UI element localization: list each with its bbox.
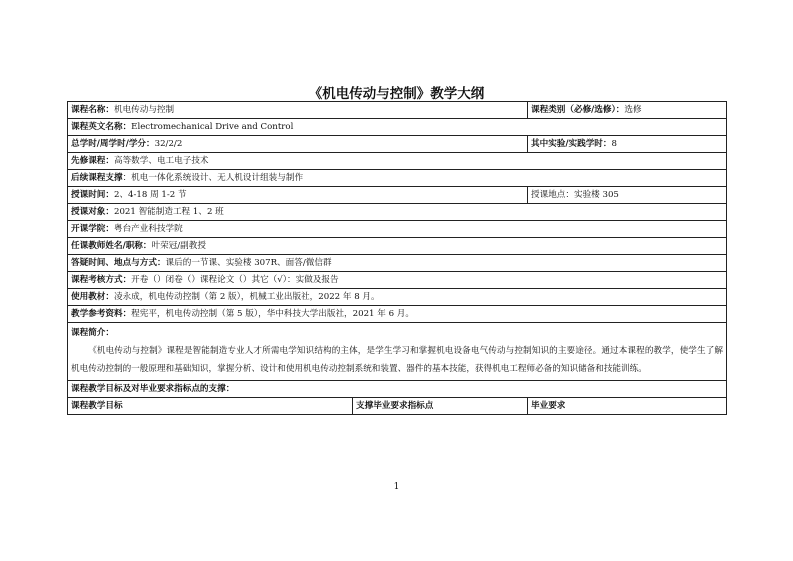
row-textbook — [68, 289, 727, 306]
row-intro — [68, 323, 727, 381]
lab-hours-label: 其中实验/实践学时： — [531, 139, 612, 149]
row-assessment — [68, 272, 727, 289]
lab-hours-value: 8 — [611, 139, 617, 149]
textbook-value: 凌永成，机电传动控制（第 2 版），机械工业出版社，2022 年 8 月。 — [113, 292, 380, 302]
row-prerequisite — [68, 153, 727, 170]
assess-label: 课程考核方式： — [71, 275, 132, 285]
course-name-label: 课程名称： — [71, 105, 114, 115]
assess-value: 开卷（）闭卷（）课程论文（）其它（√）：实做及报告 — [131, 275, 339, 285]
row-time-place — [68, 187, 727, 204]
row-hours — [68, 136, 727, 153]
page-number: 1 — [393, 482, 400, 492]
row-goals-header — [68, 398, 727, 415]
teacher-label: 任课教师姓名/职称： — [71, 241, 152, 251]
followup-label: 后续课程支撑 — [71, 173, 123, 183]
row-reference — [68, 306, 727, 323]
hours-value: 32/2/2 — [154, 139, 183, 149]
document-title: 《机电传动与控制》教学大纲 — [308, 86, 485, 102]
goals-label: 课程教学目标及对毕业要求指标点的支撑： — [71, 384, 235, 394]
course-type-value: 选修 — [624, 105, 642, 115]
intro-text: 《机电传动与控制》课程是智能制造专业人才所需电学知识结构的主体，是学生学习和掌握机电设备电气传动与控制知识的主要途径。通过本课程的教学，使学生了解机电传动控制的一般原理和基础知识，掌握分析、设计和使用机电传动控制系统和装置、器件的基本技能，获得机电工程师必备的知识储备和技能训练。 — [71, 346, 723, 374]
prereq-label: 先修课程： — [71, 156, 114, 166]
col-support-header: 支撑毕业要求指标点 — [356, 401, 434, 411]
row-followup — [68, 170, 727, 187]
col-requirement-header: 毕业要求 — [531, 401, 566, 411]
english-name-value: Electromechanical Drive and Control — [131, 122, 294, 132]
prereq-value: 高等数学、电工电子技术 — [113, 156, 209, 166]
course-name-value: 机电传动与控制 — [113, 105, 175, 115]
reference-value: 程宪平，机电传动控制（第 5 版），华中科技大学出版社，2021 年 6 月。 — [131, 309, 414, 319]
qa-value: 课后的一节课、实验楼 307R、面答/微信群 — [165, 258, 332, 268]
syllabus-table — [67, 101, 727, 415]
textbook-label: 使用教材： — [71, 292, 114, 302]
course-type-label: 课程类别（必修/选修）： — [531, 105, 625, 115]
reference-label: 教学参考资料： — [71, 309, 132, 319]
college-value: 粤台产业科技学院 — [113, 224, 183, 234]
hours-label: 总学时/周学时/学分： — [71, 139, 155, 149]
english-name-label: 课程英文名称： — [71, 122, 132, 132]
row-course-name — [68, 102, 727, 119]
teacher-value: 叶荣冠/副教授 — [151, 241, 206, 251]
col-goal-header: 课程教学目标 — [71, 401, 123, 411]
row-english-name — [68, 119, 727, 136]
row-target — [68, 204, 727, 221]
row-goals-heading — [68, 381, 727, 398]
place-text: 授课地点：实验楼 305 — [531, 190, 619, 200]
followup-value: ：机电一体化系统设计、无人机设计组装与制作 — [122, 173, 304, 183]
row-college — [68, 221, 727, 238]
target-label: 授课对象： — [71, 207, 114, 217]
intro-label: 课程简介： — [71, 328, 114, 338]
row-teacher — [68, 238, 727, 255]
college-label: 开课学院： — [71, 224, 114, 234]
row-qa — [68, 255, 727, 272]
time-label: 授课时间： — [71, 190, 114, 200]
qa-label: 答疑时间、地点与方式： — [71, 258, 166, 268]
target-value: 2021 智能制造工程 1、2 班 — [113, 207, 224, 217]
time-value: 2、4-18 周 1-2 节 — [113, 190, 187, 200]
